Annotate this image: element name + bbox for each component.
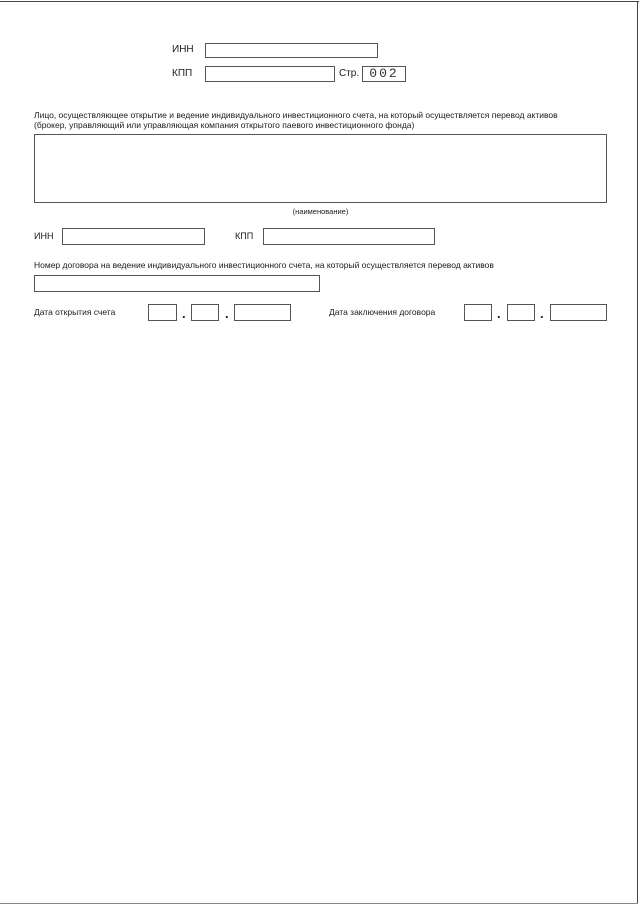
account-open-day-field: [148, 304, 177, 321]
contract-number-label: Номер договора на ведение индивидуального инвестиционного счета, на который осуществляется перевод активов: [34, 260, 494, 270]
recipient-kpp-label: КПП: [235, 231, 254, 241]
date-separator: .: [497, 306, 501, 321]
contract-date-label: Дата заключения договора: [329, 307, 436, 317]
recipient-name-caption: (наименование): [292, 207, 349, 216]
page-edge-top: [0, 1, 639, 2]
recipient-description-line2: (брокер, управляющий или управляющая компания открытого паевого инвестиционного фонда): [34, 120, 415, 130]
header-inn-label: ИНН: [172, 44, 194, 55]
recipient-description-line1: Лицо, осуществляющее открытие и ведение индивидуального инвестиционного счета, на который осуществляется перевод активов: [34, 110, 558, 120]
header-inn-field: [205, 43, 378, 58]
contract-year-field: [550, 304, 607, 321]
contract-number-field: [34, 275, 320, 292]
header-kpp-field: [205, 66, 335, 82]
page-number-field: 002: [362, 66, 406, 82]
contract-month-field: [507, 304, 535, 321]
date-separator: .: [225, 306, 229, 321]
account-open-year-field: [234, 304, 291, 321]
page-edge-right: [637, 1, 638, 904]
date-separator: .: [540, 306, 544, 321]
recipient-kpp-field: [263, 228, 435, 245]
recipient-name-field: [34, 134, 607, 203]
recipient-inn-label: ИНН: [34, 231, 54, 241]
page-label: Стр.: [339, 68, 360, 79]
contract-day-field: [464, 304, 492, 321]
page-edge-bottom: [0, 903, 638, 904]
recipient-inn-field: [62, 228, 205, 245]
header-kpp-label: КПП: [172, 68, 193, 79]
account-open-month-field: [191, 304, 219, 321]
account-open-date-label: Дата открытия счета: [34, 307, 116, 317]
date-separator: .: [182, 306, 186, 321]
